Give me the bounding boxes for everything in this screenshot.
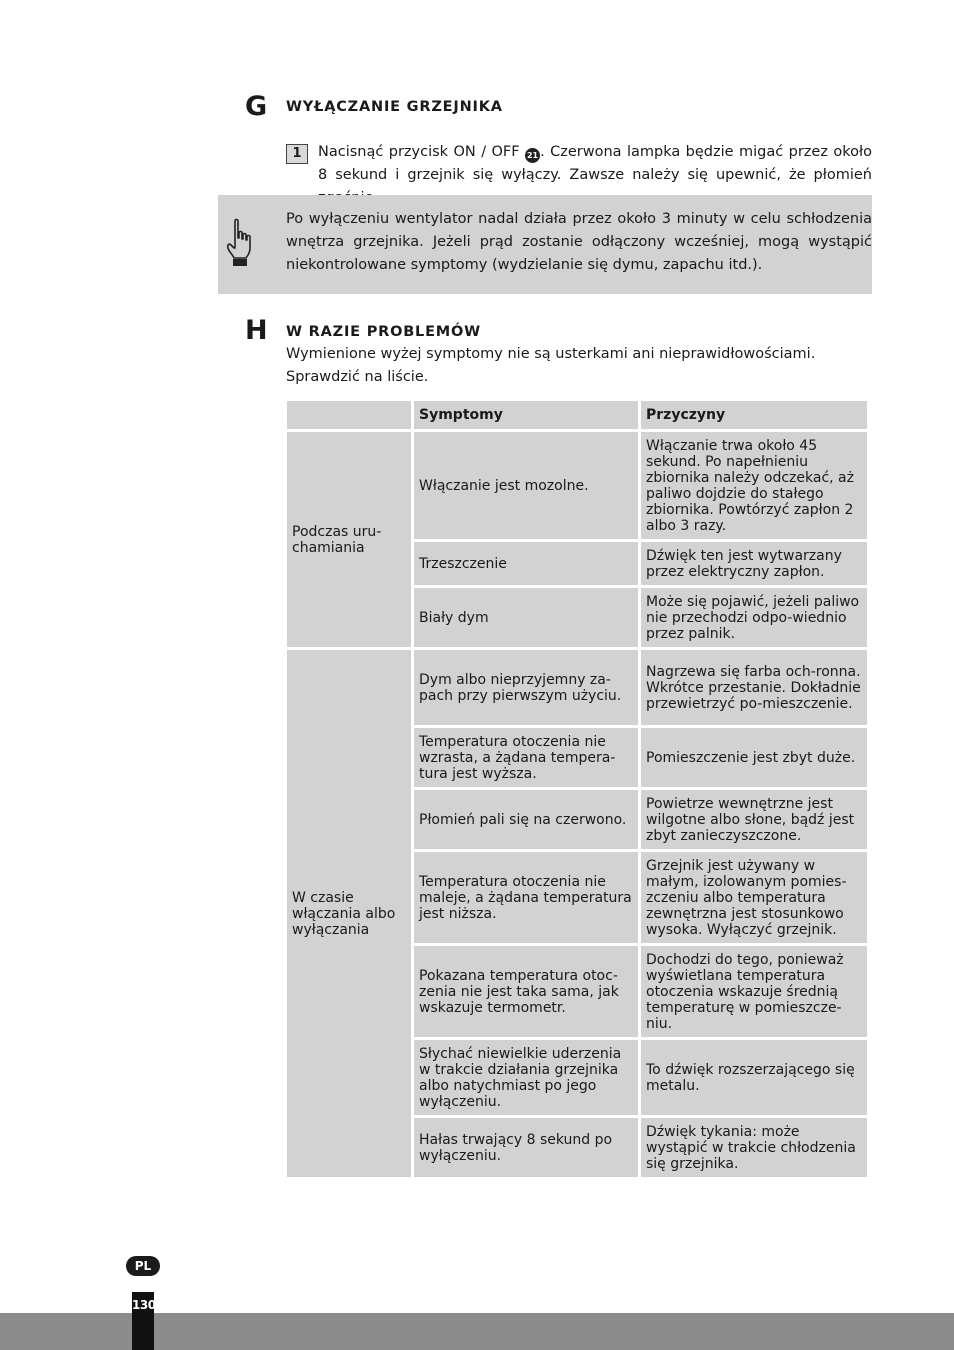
step-1-text-before: Nacisnąć przycisk ON / OFF xyxy=(318,144,526,160)
section-g-title: WYŁĄCZANIE GRZEJNIKA xyxy=(286,99,503,115)
step-number-box: 1 xyxy=(286,144,308,164)
cause-cell: Pomieszczenie jest zbyt duże. xyxy=(641,728,867,787)
cause-cell: To dźwięk rozszerzającego się metalu. xyxy=(641,1040,867,1115)
troubleshooting-table xyxy=(284,398,870,1180)
button-ref-badge: 21 xyxy=(525,148,540,163)
cause-cell: Może się pojawić, jeżeli paliwo nie przechodzi odpo-wiednio przez palnik. xyxy=(641,588,867,647)
step-1-text-after: . Czerwona lampka będzie migać przez około 8 sekund i grzejnik się wyłączy. Zawsze należy się upewnić, że płomień xyxy=(318,144,872,183)
page-number: 130 xyxy=(132,1298,156,1312)
symptom-cell: Płomień pali się na czerwono. xyxy=(414,790,638,849)
pointing-hand-icon xyxy=(224,218,254,268)
section-h-intro-2: Sprawdzić na liście. xyxy=(286,369,429,385)
cause-cell: Grzejnik jest używany w małym, izolowanym pomies-zczeniu albo temperatura zewnętrzna jest stosunkowo wysoka. Wyłączyć grzejnik. xyxy=(641,852,867,943)
language-badge: PL xyxy=(126,1256,160,1276)
symptom-cell: Hałas trwający 8 sekund po wyłączeniu. xyxy=(414,1118,638,1177)
symptom-cell: Temperatura otoczenia nie maleje, a żądana temperatura jest niższa. xyxy=(414,852,638,943)
cause-cell: Dochodzi do tego, ponieważ wyświetlana temperatura otoczenia wskazuje średnią temperaturę w pomieszcze-niu. xyxy=(641,946,867,1037)
header-symptoms: Symptomy xyxy=(414,401,638,429)
cause-cell: Dźwięk tykania: może wystąpić w trakcie chłodzenia się grzejnika. xyxy=(641,1118,867,1177)
section-h-intro-1: Wymienione wyżej symptomy nie są usterkami ani nieprawidłowościami. xyxy=(286,346,816,362)
section-h-letter: H xyxy=(245,315,268,346)
header-empty xyxy=(287,401,411,429)
symptom-cell: Włączanie jest mozolne. xyxy=(414,432,638,539)
header-causes: Przyczyny xyxy=(641,401,867,429)
symptom-cell: Trzeszczenie xyxy=(414,542,638,585)
symptom-cell: Słychać niewielkie uderzenia w trakcie działania grzejnika albo natychmiast po jego wyłączeniu. xyxy=(414,1040,638,1115)
cause-cell: Powietrze wewnętrzne jest wilgotne albo słone, bądź jest zbyt zanieczyszczone. xyxy=(641,790,867,849)
page-number-tab xyxy=(132,1292,154,1350)
symptom-cell: Biały dym xyxy=(414,588,638,647)
table-header-row xyxy=(287,401,867,429)
note-text: Po wyłączeniu wentylator nadal działa przez około 3 minuty w celu schłodzenia wnętrza grzejnika. Jeżeli prąd zostanie odłączony wcześniej, mogą wystąpić niekontrolowane symptomy (wydzielanie się dymu, zapachu itd.). xyxy=(286,211,872,273)
cause-cell: Dźwięk ten jest wytwarzany przez elektryczny zapłon. xyxy=(641,542,867,585)
section-g-letter: G xyxy=(245,91,268,122)
symptom-cell: Dym albo nieprzyjemny za-pach przy pierwszym użyciu. xyxy=(414,650,638,725)
table-row xyxy=(287,650,867,725)
group-label: W czasie włączania albo wyłączania xyxy=(287,650,411,1177)
group-label: Podczas uru-chamiania xyxy=(287,432,411,647)
symptom-cell: Temperatura otoczenia nie wzrasta, a żądana tempera-tura jest wyższa. xyxy=(414,728,638,787)
cause-cell: Włączanie trwa około 45 sekund. Po napełnieniu zbiornika należy odczekać, aż paliwo dojdzie do stałego zbiornika. Powtórzyć zapłon 2 albo 3 razy. xyxy=(641,432,867,539)
table-row xyxy=(287,432,867,539)
symptom-cell: Pokazana temperatura otoc-zenia nie jest taka sama, jak wskazuje termometr. xyxy=(414,946,638,1037)
cause-cell: Nagrzewa się farba och-ronna. Wkrótce przestanie. Dokładnie przewietrzyć po-mieszczenie. xyxy=(641,650,867,725)
section-h-title: W RAZIE PROBLEMÓW xyxy=(286,324,481,340)
